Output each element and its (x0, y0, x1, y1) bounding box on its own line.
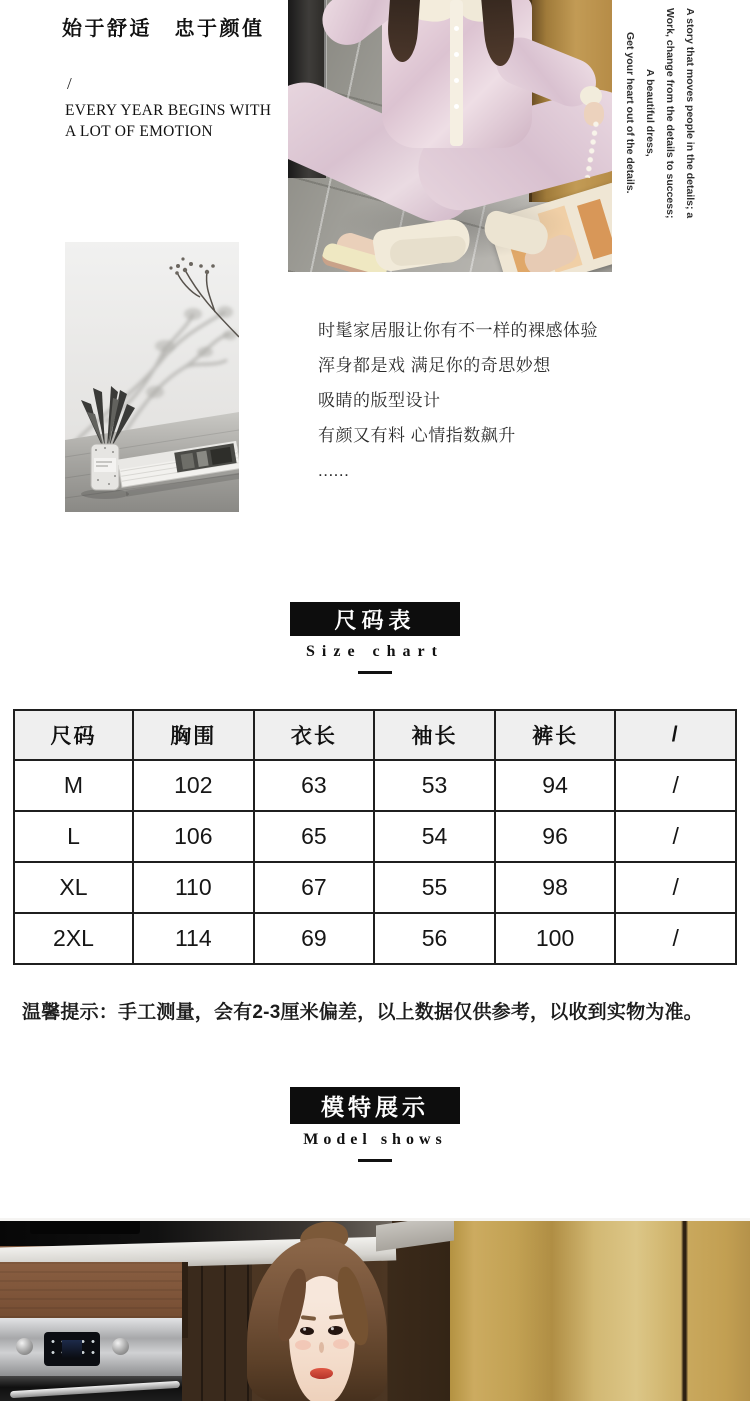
intro-line: 有颜又有料 心情指数飙升 (318, 426, 516, 445)
cell: M (14, 760, 133, 811)
cell: / (615, 760, 736, 811)
intro-line: 时髦家居服让你有不一样的裸感体验 (318, 321, 598, 340)
model-show-banner: 模特展示 (290, 1087, 460, 1124)
model-show-subtitle: Model shows (303, 1131, 447, 1148)
cell: 65 (254, 811, 375, 862)
cell: L (14, 811, 133, 862)
measurement-note: 温馨提示：手工测量，会有2-3厘米偏差，以上数据仅供参考，以收到实物为准。 (22, 1002, 703, 1023)
cell: 55 (374, 862, 495, 913)
brand-title: 始于舒适 忠于颜值 (62, 18, 265, 40)
col-header-length: 衣长 (254, 710, 375, 760)
table-row (14, 760, 736, 811)
col-header-pants: 裤长 (495, 710, 616, 760)
model-blush (333, 1339, 349, 1349)
intro-line: ...... (318, 461, 350, 480)
brand-subtitle-line1: EVERY YEAR BEGINS WITH (65, 102, 272, 119)
cell: 106 (133, 811, 254, 862)
cell: 56 (374, 913, 495, 964)
divider-rule (358, 671, 392, 674)
cell: 94 (495, 760, 616, 811)
brand-subtitle-line2: A LOT OF EMOTION (65, 123, 213, 140)
brand-subtitle (65, 100, 285, 142)
cell: 98 (495, 862, 616, 913)
oven-knob (112, 1338, 129, 1355)
vertical-tagline-line: Work, change from the details to success; (664, 7, 676, 219)
size-chart-table (13, 709, 737, 965)
cell: 63 (254, 760, 375, 811)
oven-display (44, 1332, 100, 1366)
size-chart-section-header (0, 602, 750, 674)
model-blush (295, 1340, 311, 1350)
size-chart-banner: 尺码表 (290, 602, 460, 636)
slash-mark: / (67, 74, 72, 93)
hero-buttons (454, 26, 459, 31)
col-header-bust: 胸围 (133, 710, 254, 760)
cell: 54 (374, 811, 495, 862)
cell: 69 (254, 913, 375, 964)
cell: 96 (495, 811, 616, 862)
table-header-row (14, 710, 736, 760)
cell: 53 (374, 760, 495, 811)
vertical-tagline-line: A beautiful dress, (644, 69, 656, 157)
model-lips (310, 1368, 333, 1379)
oven-control-panel (0, 1318, 182, 1376)
cell: XL (14, 862, 133, 913)
intro-line: 吸睛的版型设计 (318, 391, 441, 410)
cell: 100 (495, 913, 616, 964)
cell: 102 (133, 760, 254, 811)
vertical-tagline (608, 5, 700, 221)
cell: / (615, 913, 736, 964)
table-row (14, 913, 736, 964)
vertical-tagline-line: A story that moves people in the details; a (684, 7, 696, 219)
table-row (14, 811, 736, 862)
cell: / (615, 811, 736, 862)
table-row (14, 862, 736, 913)
model-show-section-header (0, 1087, 750, 1162)
hero-pajama-photo (288, 0, 612, 272)
still-life-photo (65, 242, 239, 512)
oven-knob (16, 1338, 33, 1355)
col-header-size: 尺码 (14, 710, 133, 760)
kitchen-wood-slats (178, 1244, 252, 1401)
col-header-sleeve: 袖长 (374, 710, 495, 760)
hero-placket (450, 0, 463, 146)
size-chart-subtitle: Size chart (306, 643, 444, 660)
cell: 67 (254, 862, 375, 913)
cell: / (615, 862, 736, 913)
cell: 114 (133, 913, 254, 964)
kitchen-tan-panel (450, 1221, 750, 1401)
photo-top-edge (0, 1218, 750, 1221)
still-life-art (65, 242, 239, 512)
cell: 2XL (14, 913, 133, 964)
col-header-slash: / (615, 710, 736, 760)
model-kitchen-photo (0, 1218, 750, 1401)
intro-copy (318, 322, 598, 497)
model-nose (319, 1342, 324, 1353)
cell: 110 (133, 862, 254, 913)
intro-line: 浑身都是戏 满足你的奇思妙想 (318, 356, 551, 375)
vertical-tagline-line: Get your heart out of the details. (624, 32, 636, 194)
divider-rule (358, 1159, 392, 1162)
